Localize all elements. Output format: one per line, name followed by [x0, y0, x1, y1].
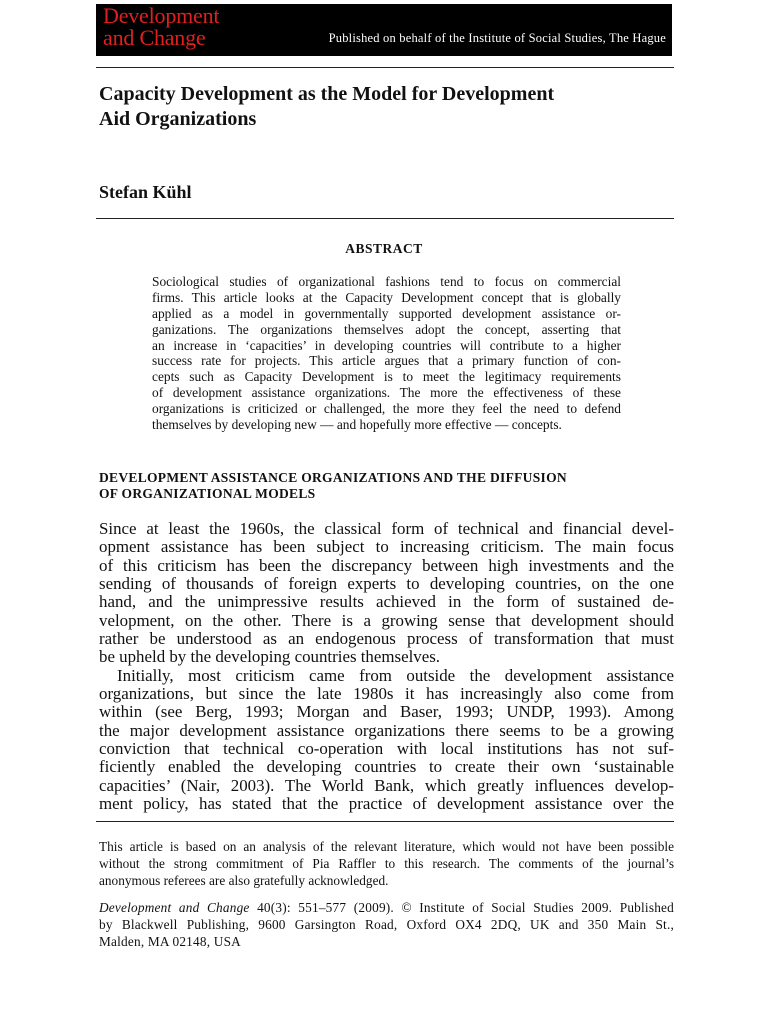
body-text — [99, 520, 674, 814]
citation-line — [99, 899, 674, 916]
body-line: sending of thousands of foreign experts to developing countries, on the one — [99, 575, 674, 594]
footnote-line: without the strong commitment of Pia Raffler to this research. The comments of the journal’s — [99, 856, 674, 872]
body-line: ment policy, has stated that the practice of development assistance over the — [99, 795, 674, 814]
abstract-heading: ABSTRACT — [345, 241, 423, 256]
title-line: Capacity Development as the Model for Development — [99, 83, 555, 105]
publisher-note: Published on behalf of the Institute of Social Studies, The Hague — [328, 31, 666, 45]
section-heading-line: DEVELOPMENT ASSISTANCE ORGANIZATIONS AND THE DIFFUSION — [99, 470, 567, 485]
abstract-line: cepts such as Capacity Development is to meet the legitimacy requirements — [152, 369, 621, 385]
article-title — [99, 82, 679, 132]
acknowledgement-footnote — [99, 838, 674, 890]
body-line: ficiently enabled the developing countries to create their own ‘sustainable — [99, 758, 674, 777]
abstract-line: themselves by developing new — and hopefully more effective — concepts. — [152, 417, 562, 433]
author-divider — [96, 218, 674, 219]
abstract-line: of development assistance organizations. The more the effectiveness of these — [152, 385, 621, 401]
abstract-line: applied as a model in governmentally supported development assistance or- — [152, 305, 621, 321]
abstract-line: organizations is criticized or challenged, the more they feel the need to defend — [152, 401, 621, 417]
footnote-line: This article is based on an analysis of the relevant literature, which would not have been possible — [99, 839, 674, 854]
journal-logo — [103, 5, 219, 49]
body-line: Since at least the 1960s, the classical form of technical and financial devel- — [99, 520, 674, 538]
abstract-line: firms. This article looks at the Capacity Development concept that is globally — [152, 289, 621, 305]
footnote-line: anonymous referees are also gratefully acknowledged. — [99, 873, 389, 889]
journal-logo-line: Development — [103, 3, 220, 28]
citation-details: 40(3): 551–577 (2009). © Institute of Social Studies 2009. Published — [249, 900, 674, 915]
citation-journal-name: Development and Change — [99, 900, 250, 915]
body-line: velopment, on the other. There is a growing sense that development should — [99, 611, 674, 630]
body-line: be upheld by the developing countries themselves. — [99, 648, 441, 667]
journal-logo-line: and Change — [103, 25, 206, 50]
title-line: Aid Organizations — [99, 108, 257, 130]
section-heading — [99, 470, 674, 502]
citation-line: by Blackwell Publishing, 9600 Garsington Road, Oxford OX4 2DQ, UK and 350 Main St., — [99, 917, 674, 932]
body-line: the major development assistance organizations there seems to be a growing — [99, 721, 674, 740]
body-line: opment assistance has been subject to increasing criticism. The main focus — [99, 538, 674, 557]
citation-line: Malden, MA 02148, USA — [99, 934, 241, 949]
abstract-line: Sociological studies of organizational fashions tend to focus on commercial — [152, 274, 621, 289]
abstract-text — [152, 274, 621, 433]
abstract-line: ganizations. The organizations themselves adopt the concept, asserting that — [152, 321, 621, 337]
body-line: of this criticism has been the discrepancy between high investments and the — [99, 556, 674, 575]
body-line: Initially, most criticism came from outside the development assistance — [117, 666, 674, 685]
abstract-line: success rate for projects. This article argues that a primary function of con- — [152, 353, 621, 369]
body-line: hand, and the unimpressive results achieved in the form of sustained de- — [99, 593, 674, 612]
citation-block — [99, 899, 674, 950]
body-line: capacities’ (Nair, 2003). The World Bank, which greatly influences develop- — [99, 776, 674, 795]
journal-banner — [96, 4, 672, 56]
body-line: conviction that technical co-operation with local institutions has not suf- — [99, 740, 674, 759]
author-name: Stefan Kühl — [99, 182, 192, 202]
body-line: rather be understood as an endogenous process of transformation that must — [99, 630, 674, 649]
body-line: organizations, but since the late 1980s it has increasingly also come from — [99, 685, 674, 704]
header-divider — [96, 67, 674, 68]
section-heading-line: OF ORGANIZATIONAL MODELS — [99, 486, 316, 501]
footnote-divider — [96, 821, 674, 822]
body-line: within (see Berg, 1993; Morgan and Baser, 1993; UNDP, 1993). Among — [99, 703, 674, 722]
abstract-line: an increase in ‘capacities’ in developing countries will contribute to a higher — [152, 337, 621, 353]
